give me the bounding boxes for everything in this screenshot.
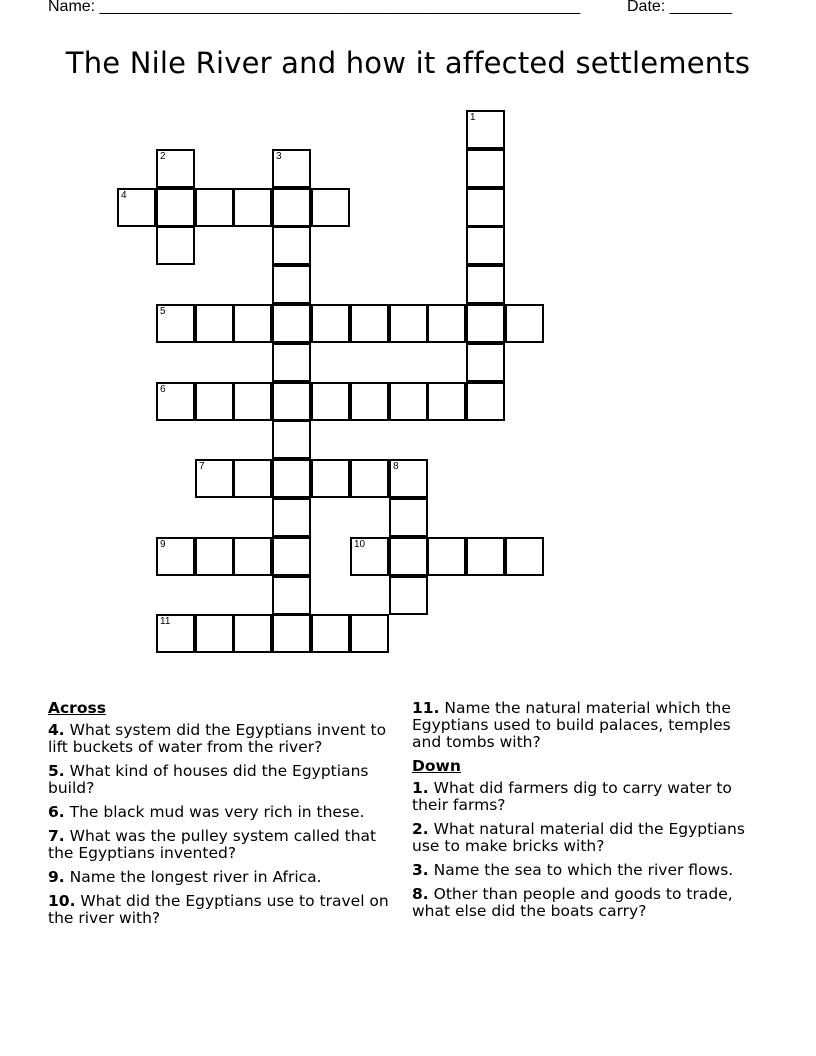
crossword-cell[interactable] — [427, 537, 466, 576]
crossword-cell[interactable] — [233, 459, 272, 498]
crossword-cell[interactable] — [233, 537, 272, 576]
crossword-cell[interactable] — [350, 382, 389, 421]
crossword-cell[interactable] — [466, 149, 505, 188]
crossword-cell[interactable] — [427, 382, 466, 421]
cell-number: 7 — [199, 461, 205, 472]
cell-number: 6 — [160, 384, 166, 395]
crossword-cell[interactable] — [466, 188, 505, 227]
clue-number: 9. — [48, 868, 65, 886]
crossword-cell[interactable] — [466, 537, 505, 576]
cell-number: 5 — [160, 306, 166, 317]
crossword-cell[interactable] — [311, 614, 350, 653]
clue-across-9 — [48, 869, 398, 886]
crossword-cell[interactable] — [272, 343, 311, 382]
crossword-cell[interactable] — [156, 226, 195, 265]
clue-down-3 — [412, 862, 762, 879]
crossword-cell[interactable] — [156, 304, 195, 343]
crossword-cell[interactable] — [427, 304, 466, 343]
crossword-cell[interactable] — [117, 188, 156, 227]
crossword-cell[interactable] — [311, 188, 350, 227]
crossword-cell[interactable] — [505, 304, 544, 343]
crossword-cell[interactable] — [272, 614, 311, 653]
crossword-cell[interactable] — [156, 188, 195, 227]
crossword-cell[interactable] — [195, 459, 234, 498]
crossword-cell[interactable] — [389, 537, 428, 576]
clue-number: 2. — [412, 820, 429, 838]
down-heading: Down — [412, 757, 461, 775]
clue-text: What was the pulley system called that the Egyptians invented? — [48, 827, 377, 862]
clue-text: What natural material did the Egyptians use to make bricks with? — [412, 820, 745, 855]
clue-text: Name the sea to which the river flows. — [433, 861, 734, 879]
clue-number: 6. — [48, 803, 65, 821]
crossword-cell[interactable] — [466, 304, 505, 343]
crossword-cell[interactable] — [195, 188, 234, 227]
clue-number: 8. — [412, 885, 429, 903]
crossword-cell[interactable] — [195, 304, 234, 343]
clue-number: 11. — [412, 699, 440, 717]
crossword-cell[interactable] — [272, 226, 311, 265]
clue-number: 7. — [48, 827, 65, 845]
crossword-cell[interactable] — [233, 188, 272, 227]
crossword-cell[interactable] — [272, 265, 311, 304]
clue-across-5 — [48, 763, 398, 797]
crossword-cell[interactable] — [350, 537, 389, 576]
crossword-cell[interactable] — [272, 304, 311, 343]
crossword-cell[interactable] — [311, 304, 350, 343]
clue-text: Other than people and goods to trade, what else did the boats carry? — [412, 885, 733, 920]
clue-number: 4. — [48, 721, 65, 739]
crossword-cell[interactable] — [272, 498, 311, 537]
crossword-cell[interactable] — [466, 265, 505, 304]
crossword-cell[interactable] — [389, 382, 428, 421]
clues-right-column — [412, 700, 762, 927]
across-clue-list — [48, 722, 398, 927]
crossword-cell[interactable] — [389, 576, 428, 615]
crossword-cell[interactable] — [350, 459, 389, 498]
name-field-label: Name: ______________________________________________________ — [48, 0, 581, 15]
clue-across-7 — [48, 828, 398, 862]
cell-number: 1 — [470, 112, 476, 123]
crossword-cell[interactable] — [272, 420, 311, 459]
crossword-cell[interactable] — [466, 343, 505, 382]
clue-across-10 — [48, 893, 398, 927]
clue-number: 1. — [412, 779, 429, 797]
crossword-cell[interactable] — [272, 576, 311, 615]
cell-number: 4 — [121, 190, 127, 201]
clue-number: 5. — [48, 762, 65, 780]
crossword-cell[interactable] — [272, 382, 311, 421]
clue-text: What did farmers dig to carry water to their farms? — [412, 779, 732, 814]
crossword-cell[interactable] — [350, 614, 389, 653]
cell-number: 9 — [160, 539, 166, 550]
clue-down-8 — [412, 886, 762, 920]
crossword-cell[interactable] — [156, 382, 195, 421]
crossword-cell[interactable] — [389, 304, 428, 343]
clue-down-2 — [412, 821, 762, 855]
clue-down-1 — [412, 780, 762, 814]
clue-text: The black mud was very rich in these. — [69, 803, 365, 821]
clue-text: What did the Egyptians use to travel on the river with? — [48, 892, 389, 927]
crossword-cell[interactable] — [233, 304, 272, 343]
cell-number: 11 — [160, 616, 171, 627]
crossword-cell[interactable] — [156, 614, 195, 653]
crossword-cell[interactable] — [311, 382, 350, 421]
clue-text: Name the natural material which the Egyptians used to build palaces, temples and tombs with? — [412, 699, 731, 751]
crossword-cell[interactable] — [272, 149, 311, 188]
cell-number: 3 — [276, 151, 282, 162]
crossword-cell[interactable] — [156, 537, 195, 576]
clue-text: What system did the Egyptians invent to lift buckets of water from the river? — [48, 721, 387, 756]
clue-text: What kind of houses did the Egyptians build? — [48, 762, 369, 797]
crossword-cell[interactable] — [311, 459, 350, 498]
crossword-cell[interactable] — [389, 459, 428, 498]
date-field-label: Date: _______ — [627, 0, 732, 15]
crossword-cell[interactable] — [195, 614, 234, 653]
crossword-cell[interactable] — [195, 382, 234, 421]
cell-number: 10 — [354, 539, 366, 550]
crossword-cell[interactable] — [233, 382, 272, 421]
cell-number: 8 — [393, 461, 399, 472]
crossword-cell[interactable] — [272, 537, 311, 576]
crossword-cell[interactable] — [466, 226, 505, 265]
crossword-cell[interactable] — [272, 188, 311, 227]
crossword-cell[interactable] — [272, 459, 311, 498]
crossword-cell[interactable] — [195, 537, 234, 576]
crossword-cell[interactable] — [505, 537, 544, 576]
crossword-cell[interactable] — [350, 304, 389, 343]
worksheet-title: The Nile River and how it affected settlements — [65, 46, 751, 80]
clue-across-11 — [412, 700, 762, 751]
crossword-cell[interactable] — [389, 498, 428, 537]
clues-left-column — [48, 700, 398, 934]
clue-number: 3. — [412, 861, 429, 879]
across-heading: Across — [48, 699, 106, 717]
crossword-cell[interactable] — [466, 110, 505, 149]
crossword-cell[interactable] — [233, 614, 272, 653]
clue-across-4 — [48, 722, 398, 756]
clue-across-6 — [48, 804, 398, 821]
crossword-cell[interactable] — [466, 382, 505, 421]
crossword-cell[interactable] — [156, 149, 195, 188]
clue-text: Name the longest river in Africa. — [69, 868, 322, 886]
cell-number: 2 — [160, 151, 166, 162]
clue-number: 10. — [48, 892, 76, 910]
